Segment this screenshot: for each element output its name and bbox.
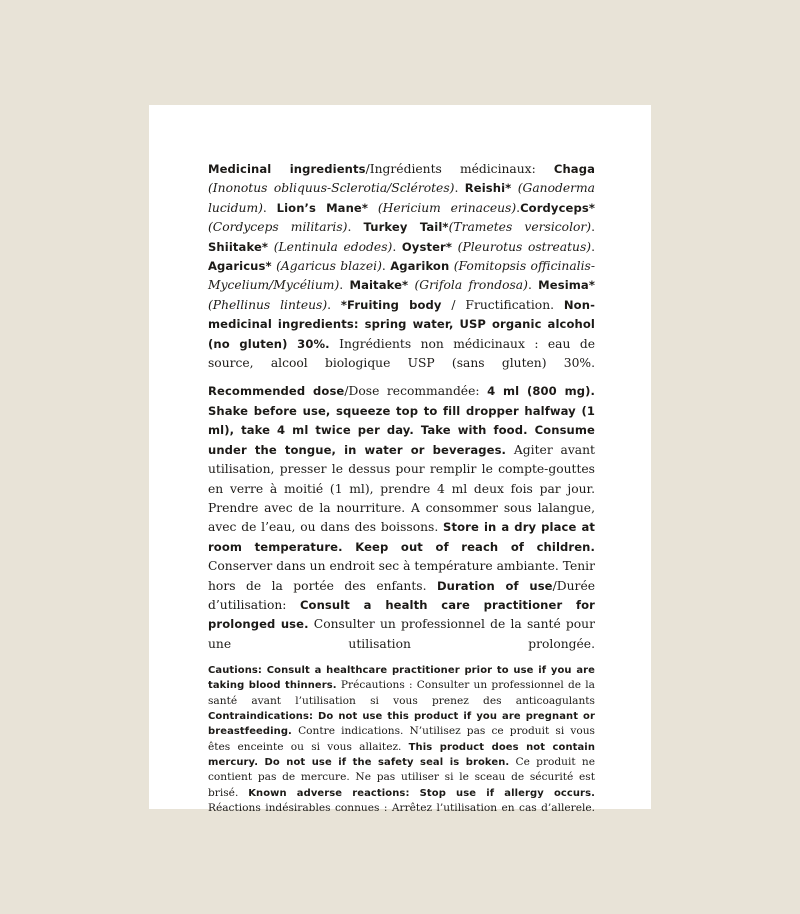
latin-name-text: (Grifola frondosa)	[414, 278, 528, 293]
bold-text-run: Duration of use	[436, 578, 553, 593]
bold-text-run: Cautions: Consult a healthcare practitioner prior to use if you are taking blood thinners.	[208, 665, 595, 692]
text-run: .	[591, 220, 595, 235]
latin-name-text: (Cordyceps militaris)	[208, 220, 348, 235]
text-run: .	[392, 239, 402, 254]
text-run: Conserver dans un endroit sec à température ambiante. Tenir hors de la portée des enfants.	[208, 559, 595, 593]
text-run: .	[339, 278, 350, 293]
text-run: /Durée d’utilisation:	[208, 578, 595, 612]
bold-text-run: Reishi*	[464, 181, 512, 196]
text-run: .	[591, 239, 595, 254]
bold-text-run: Chaga	[553, 162, 595, 176]
bold-text-run: Agaricus*	[208, 259, 272, 274]
bold-text-run: Mesima*	[538, 278, 595, 293]
dose-paragraph	[208, 382, 595, 654]
bold-text-run: Recommended dose	[208, 384, 345, 399]
ingredients-paragraph	[208, 160, 595, 373]
bold-text-run: *Fruiting body	[340, 297, 442, 312]
bold-text-run: This product does not contain mercury. Do not use if the safety seal is broken.	[208, 741, 595, 768]
bold-text-run: Agarikon	[390, 259, 450, 274]
text-run: Ingrédients non médicinaux : eau de source, alcool biologique USP (sans gluten) 30%.	[208, 336, 595, 371]
latin-name-text: (Agaricus blazei)	[276, 259, 382, 274]
text-run: Ce produit ne contient pas de mercure. Ne pas utiliser si le sceau de sécurité est brisé.	[208, 755, 596, 799]
text-run: .	[527, 278, 539, 293]
cautions-paragraph	[208, 663, 595, 816]
text-run: Consulter un professionnel de la santé pour une utilisation prolongée.	[208, 617, 595, 651]
bold-text-run: Consult a health care practitioner for prolonged use.	[208, 597, 595, 632]
bold-text-run: Turkey Tail*	[363, 220, 449, 235]
latin-name-text: (Ganoderma lucidum)	[208, 181, 595, 215]
bold-text-run: Known adverse reactions: Stop use if allergy occurs.	[248, 787, 595, 799]
bold-text-run: Oyster*	[401, 239, 452, 254]
bold-text-run: Non-medicinal ingredients: spring water, USP organic alcohol (no gluten) 30%.	[208, 297, 595, 351]
text-run: .	[347, 220, 364, 235]
text-run: Précautions : Consulter un professionnel de la santé avant l’utilisation si vous prenez des anticoagulants	[208, 679, 596, 707]
latin-name-text: (Phellinus linteus)	[208, 297, 328, 312]
latin-name-text: (Lentinula edodes)	[273, 239, 393, 254]
label-card	[149, 105, 651, 814]
bold-text-run: Store in a dry place at room temperature. Keep out of reach of children.	[208, 520, 596, 554]
text-run: .	[327, 297, 341, 312]
text-run: Contre indications. N’utilisez pas ce produit si vous êtes enceinte ou si vous allaitez.	[208, 725, 595, 753]
text-run: /Dose recommandée:	[344, 384, 488, 399]
text-run: .	[381, 259, 391, 274]
bold-text-run: Maitake*	[349, 278, 409, 293]
text-run: /Ingrédients médicinaux:	[365, 162, 554, 176]
bold-text-run: Cordyceps*	[520, 200, 595, 215]
text-run: Réactions indésirables connues : Arrêtez l’utilisation en cas d’allerele.	[208, 801, 595, 814]
text-run: .	[262, 200, 277, 215]
latin-name-text: (Inonotus obliquus-Sclerotia/Sclérotes)	[208, 181, 455, 196]
text-run: Agiter avant utilisation, presser le dessus pour remplir le compte-gouttes en verre à moitié (1 ml), prendre 4 ml deux fois par jour. Prendre avec de la nourriture. A consommer sous lalangue, avec de l’eau, ou dans des boissons.	[208, 442, 595, 535]
bold-text-run: Lion’s Mane*	[276, 200, 369, 215]
bold-text-run: Medicinal ingredients	[208, 162, 366, 176]
text-run: / Fructification.	[441, 297, 564, 312]
latin-name-text: (Fomitopsis officinalis-Mycelium/Mycélium)	[208, 259, 595, 293]
latin-name-text: (Pleurotus ostreatus)	[457, 239, 592, 254]
latin-name-text: (Trametes versicolor)	[448, 220, 592, 235]
bold-text-run: Contraindications: Do not use this product if you are pregnant or breastfeeding.	[208, 711, 595, 738]
bold-text-run: Shiitake*	[208, 239, 269, 254]
latin-name-text: (Hericium erinaceus)	[377, 200, 517, 215]
bold-text-run: 4 ml (800 mg). Shake before use, squeeze top to fill dropper halfway (1 ml), take 4 ml twice per day. Take with food. Consume under the tongue, in water or beverages.	[208, 384, 595, 457]
text-run: .	[454, 181, 465, 196]
text-run: .	[516, 200, 521, 215]
text-run	[368, 201, 378, 215]
